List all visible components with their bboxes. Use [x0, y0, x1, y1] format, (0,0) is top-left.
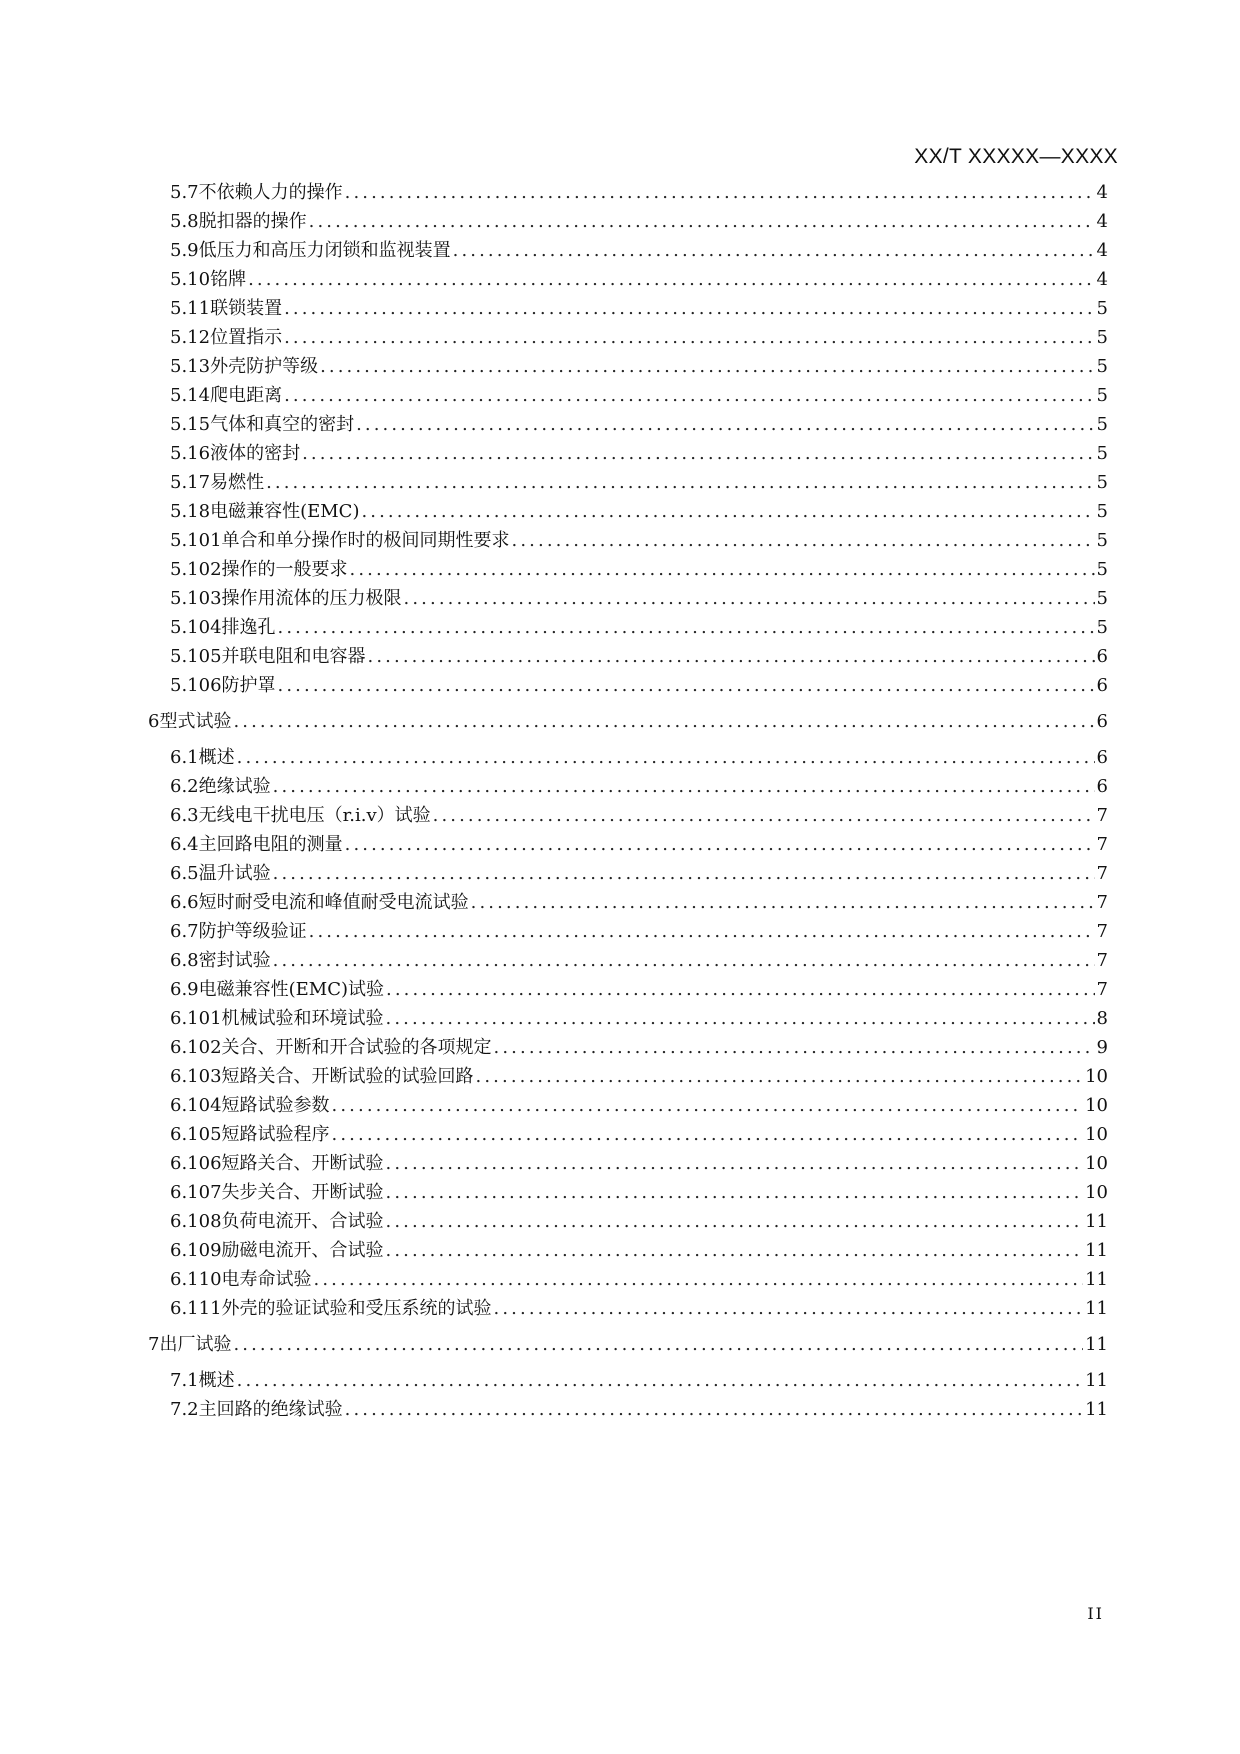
toc-entry-title: 主回路电阻的测量: [198, 834, 343, 855]
toc-entry-title: 概述: [198, 747, 235, 768]
toc-entry-page: 10: [1085, 1182, 1108, 1203]
toc-dot-leader: [386, 1150, 1084, 1178]
toc-entry-title: 并联电阻和电容器: [221, 646, 366, 667]
toc-section-entry: [0, 498, 1240, 526]
toc-entry-title: 电磁兼容性(EMC): [210, 501, 360, 522]
toc-entry-number: 5.104: [170, 617, 222, 638]
toc-entry-page: 10: [1085, 1095, 1108, 1116]
toc-entry-page: 11: [1085, 1211, 1108, 1232]
toc-entry-page: 5: [1096, 501, 1108, 522]
toc-entry-title: 电寿命试验: [221, 1269, 312, 1290]
toc-chapter-entry: [0, 708, 1240, 736]
toc-entry-page: 11: [1085, 1334, 1108, 1355]
toc-entry-title: 气体和真空的密封: [210, 414, 355, 435]
toc-dot-leader: [284, 382, 1094, 410]
toc-entry-title: 负荷电流开、合试验: [221, 1211, 384, 1232]
toc-entry-title: 短路关合、开断试验: [221, 1153, 384, 1174]
toc-entry-page: 11: [1085, 1370, 1108, 1391]
toc-entry-title: 型式试验: [159, 711, 232, 732]
toc-section-entry: [0, 1092, 1240, 1120]
toc-entry-page: 11: [1085, 1269, 1108, 1290]
toc-dot-leader: [494, 1295, 1084, 1323]
toc-entry-number: 7: [148, 1334, 160, 1355]
toc-dot-leader: [512, 527, 1095, 555]
toc-entry-title: 防护等级验证: [198, 921, 307, 942]
document-code: XX/T XXXXX—XXXX: [914, 145, 1118, 168]
toc-section-entry: [0, 1179, 1240, 1207]
toc-entry-page: 7: [1096, 805, 1108, 826]
toc-entry-page: 5: [1096, 559, 1108, 580]
toc-entry-number: 5.13: [170, 356, 211, 377]
toc-entry-title: 易燃性: [210, 472, 265, 493]
toc-section-entry: [0, 179, 1240, 207]
toc-entry-title: 出厂试验: [159, 1334, 232, 1355]
toc-entry-number: 6.2: [170, 776, 199, 797]
toc-entry-number: 5.102: [170, 559, 222, 580]
toc-dot-leader: [278, 672, 1095, 700]
toc-dot-leader: [386, 1179, 1084, 1207]
toc-entry-title: 联锁装置: [210, 298, 283, 319]
page-number: II: [1087, 1604, 1104, 1623]
toc-entry-number: 6.103: [170, 1066, 222, 1087]
toc-entry-title: 排逸孔: [221, 617, 276, 638]
toc-dot-leader: [345, 831, 1095, 859]
toc-entry-page: 6: [1096, 711, 1108, 732]
toc-entry-title: 无线电干扰电压（r.i.v）试验: [198, 805, 431, 826]
toc-dot-leader: [433, 802, 1095, 830]
toc-entry-number: 6: [148, 711, 160, 732]
toc-entry-title: 脱扣器的操作: [198, 211, 307, 232]
toc-entry-page: 6: [1096, 646, 1108, 667]
toc-entry-number: 5.105: [170, 646, 222, 667]
toc-entry-page: 7: [1096, 863, 1108, 884]
toc-entry-title: 概述: [198, 1370, 235, 1391]
toc-section-entry: [0, 1266, 1240, 1294]
toc-section-entry: [0, 382, 1240, 410]
toc-section-entry: [0, 324, 1240, 352]
toc-entry-title: 绝缘试验: [198, 776, 271, 797]
toc-entry-page: 5: [1096, 588, 1108, 609]
toc-section-entry: [0, 643, 1240, 671]
toc-entry-number: 6.102: [170, 1037, 222, 1058]
toc-entry-page: 6: [1096, 776, 1108, 797]
toc-dot-leader: [386, 1208, 1084, 1236]
toc-entry-title: 爬电距离: [210, 385, 283, 406]
toc-entry-title: 液体的密封: [210, 443, 301, 464]
toc-section-entry: [0, 1295, 1240, 1323]
toc-entry-number: 6.104: [170, 1095, 222, 1116]
toc-section-entry: [0, 1208, 1240, 1236]
toc-entry-number: 6.111: [170, 1298, 222, 1319]
toc-dot-leader: [237, 744, 1095, 772]
toc-entry-title: 电磁兼容性(EMC)试验: [198, 979, 385, 1000]
toc-entry-title: 密封试验: [198, 950, 271, 971]
toc-entry-number: 6.9: [170, 979, 199, 1000]
toc-entry-number: 5.9: [170, 240, 199, 261]
toc-entry-title: 操作用流体的压力极限: [221, 588, 402, 609]
toc-section-entry: [0, 860, 1240, 888]
toc-section-entry: [0, 672, 1240, 700]
toc-entry-number: 5.11: [170, 298, 211, 319]
toc-entry-title: 防护罩: [221, 675, 276, 696]
toc-entry-number: 7.1: [170, 1370, 199, 1391]
toc-entry-page: 7: [1096, 950, 1108, 971]
toc-entry-number: 5.106: [170, 675, 222, 696]
toc-entry-number: 6.7: [170, 921, 199, 942]
toc-dot-leader: [233, 708, 1094, 736]
toc-section-entry: [0, 353, 1240, 381]
toc-entry-title: 温升试验: [198, 863, 271, 884]
toc-section-entry: [0, 802, 1240, 830]
toc-dot-leader: [332, 1121, 1084, 1149]
toc-entry-page: 7: [1096, 979, 1108, 1000]
toc-dot-leader: [386, 976, 1095, 1004]
toc-dot-leader: [237, 1367, 1083, 1395]
toc-entry-number: 5.7: [170, 182, 199, 203]
toc-section-entry: [0, 773, 1240, 801]
toc-entry-title: 单合和单分操作时的极间同期性要求: [221, 530, 510, 551]
toc-section-entry: [0, 976, 1240, 1004]
toc-entry-number: 5.15: [170, 414, 211, 435]
toc-entry-page: 11: [1085, 1240, 1108, 1261]
toc-dot-leader: [345, 179, 1095, 207]
toc-section-entry: [0, 1063, 1240, 1091]
toc-dot-leader: [273, 773, 1095, 801]
toc-dot-leader: [332, 1092, 1084, 1120]
toc-entry-page: 5: [1096, 385, 1108, 406]
toc-entry-page: 7: [1096, 921, 1108, 942]
toc-dot-leader: [320, 353, 1094, 381]
toc-section-entry: [0, 411, 1240, 439]
toc-entry-page: 6: [1096, 747, 1108, 768]
toc-section-entry: [0, 440, 1240, 468]
toc-entry-title: 短路关合、开断试验的试验回路: [221, 1066, 474, 1087]
toc-section-entry: [0, 1396, 1240, 1424]
toc-entry-number: 5.12: [170, 327, 211, 348]
toc-entry-title: 铭牌: [210, 269, 247, 290]
toc-entry-number: 5.103: [170, 588, 222, 609]
toc-entry-title: 外壳防护等级: [210, 356, 319, 377]
toc-entry-number: 6.108: [170, 1211, 222, 1232]
toc-entry-number: 6.3: [170, 805, 199, 826]
toc-entry-page: 5: [1096, 472, 1108, 493]
toc-entry-title: 失步关合、开断试验: [221, 1182, 384, 1203]
toc-dot-leader: [361, 498, 1094, 526]
toc-dot-leader: [386, 1005, 1095, 1033]
toc-entry-title: 位置指示: [210, 327, 283, 348]
toc-entry-title: 短路试验程序: [221, 1124, 330, 1145]
toc-entry-page: 5: [1096, 530, 1108, 551]
toc-entry-page: 4: [1096, 211, 1108, 232]
toc-entry-title: 短时耐受电流和峰值耐受电流试验: [198, 892, 469, 913]
toc-entry-page: 7: [1096, 892, 1108, 913]
toc-entry-number: 6.4: [170, 834, 199, 855]
toc-section-entry: [0, 208, 1240, 236]
toc-entry-title: 短路试验参数: [221, 1095, 330, 1116]
toc-entry-number: 6.105: [170, 1124, 222, 1145]
toc-section-entry: [0, 585, 1240, 613]
toc-entry-title: 励磁电流开、合试验: [221, 1240, 384, 1261]
toc-dot-leader: [345, 1396, 1083, 1424]
toc-entry-page: 4: [1096, 240, 1108, 261]
toc-dot-leader: [284, 324, 1094, 352]
toc-dot-leader: [386, 1237, 1084, 1265]
toc-entry-number: 6.1: [170, 747, 199, 768]
toc-entry-title: 低压力和高压力闭锁和监视装置: [198, 240, 451, 261]
toc-entry-number: 5.10: [170, 269, 211, 290]
toc-dot-leader: [471, 889, 1095, 917]
toc-entry-title: 不依赖人力的操作: [198, 182, 343, 203]
toc-dot-leader: [476, 1063, 1084, 1091]
toc-entry-page: 4: [1096, 182, 1108, 203]
toc-entry-page: 10: [1085, 1066, 1108, 1087]
toc-section-entry: [0, 889, 1240, 917]
toc-entry-number: 5.8: [170, 211, 199, 232]
toc-entry-page: 5: [1096, 327, 1108, 348]
toc-entry-page: 10: [1085, 1124, 1108, 1145]
toc-entry-title: 机械试验和环境试验: [221, 1008, 384, 1029]
toc-dot-leader: [284, 295, 1094, 323]
toc-dot-leader: [273, 947, 1095, 975]
toc-dot-leader: [350, 556, 1095, 584]
toc-entry-number: 5.18: [170, 501, 211, 522]
toc-entry-number: 5.16: [170, 443, 211, 464]
toc-section-entry: [0, 614, 1240, 642]
toc-dot-leader: [453, 237, 1095, 265]
toc-section-entry: [0, 947, 1240, 975]
toc-entry-number: 5.14: [170, 385, 211, 406]
toc-entry-page: 5: [1096, 414, 1108, 435]
toc-entry-title: 主回路的绝缘试验: [198, 1399, 343, 1420]
toc-entry-number: 5.101: [170, 530, 222, 551]
toc-section-entry: [0, 1150, 1240, 1178]
toc-entry-page: 6: [1096, 675, 1108, 696]
toc-entry-page: 5: [1096, 298, 1108, 319]
toc-dot-leader: [368, 643, 1095, 671]
toc-entry-number: 6.101: [170, 1008, 222, 1029]
toc-entry-page: 4: [1096, 269, 1108, 290]
toc-dot-leader: [309, 918, 1095, 946]
toc-entry-number: 6.107: [170, 1182, 222, 1203]
toc-entry-page: 11: [1085, 1298, 1108, 1319]
toc-entry-page: 5: [1096, 356, 1108, 377]
toc-entry-number: 6.109: [170, 1240, 222, 1261]
toc-entry-page: 7: [1096, 834, 1108, 855]
toc-section-entry: [0, 527, 1240, 555]
toc-entry-page: 5: [1096, 617, 1108, 638]
toc-dot-leader: [404, 585, 1095, 613]
toc-dot-leader: [302, 440, 1094, 468]
toc-section-entry: [0, 556, 1240, 584]
toc-entry-number: 6.6: [170, 892, 199, 913]
toc-chapter-entry: [0, 1331, 1240, 1359]
toc-entry-title: 关合、开断和开合试验的各项规定: [221, 1037, 492, 1058]
toc-section-entry: [0, 237, 1240, 265]
toc-entry-title: 操作的一般要求: [221, 559, 348, 580]
toc-section-entry: [0, 918, 1240, 946]
toc-entry-number: 6.5: [170, 863, 199, 884]
toc-dot-leader: [494, 1034, 1095, 1062]
toc-dot-leader: [278, 614, 1095, 642]
toc-entry-page: 9: [1096, 1037, 1108, 1058]
toc-section-entry: [0, 744, 1240, 772]
toc-dot-leader: [248, 266, 1094, 294]
toc-section-entry: [0, 469, 1240, 497]
toc-section-entry: [0, 266, 1240, 294]
toc-dot-leader: [309, 208, 1095, 236]
toc-entry-number: 6.8: [170, 950, 199, 971]
toc-entry-page: 8: [1096, 1008, 1108, 1029]
toc-dot-leader: [233, 1331, 1083, 1359]
toc-entry-page: 5: [1096, 443, 1108, 464]
toc-section-entry: [0, 1005, 1240, 1033]
toc-entry-title: 外壳的验证试验和受压系统的试验: [221, 1298, 492, 1319]
toc-entry-number: 5.17: [170, 472, 211, 493]
toc-entry-page: 11: [1085, 1399, 1108, 1420]
toc-section-entry: [0, 1121, 1240, 1149]
toc-entry-page: 10: [1085, 1153, 1108, 1174]
toc-dot-leader: [273, 860, 1095, 888]
toc-section-entry: [0, 1034, 1240, 1062]
toc-entry-number: 7.2: [170, 1399, 199, 1420]
toc-dot-leader: [356, 411, 1094, 439]
toc-entry-number: 6.106: [170, 1153, 222, 1174]
toc-dot-leader: [314, 1266, 1084, 1294]
toc-dot-leader: [266, 469, 1094, 497]
toc-section-entry: [0, 831, 1240, 859]
toc-section-entry: [0, 295, 1240, 323]
toc-section-entry: [0, 1237, 1240, 1265]
toc-entry-number: 6.110: [170, 1269, 222, 1290]
toc-section-entry: [0, 1367, 1240, 1395]
